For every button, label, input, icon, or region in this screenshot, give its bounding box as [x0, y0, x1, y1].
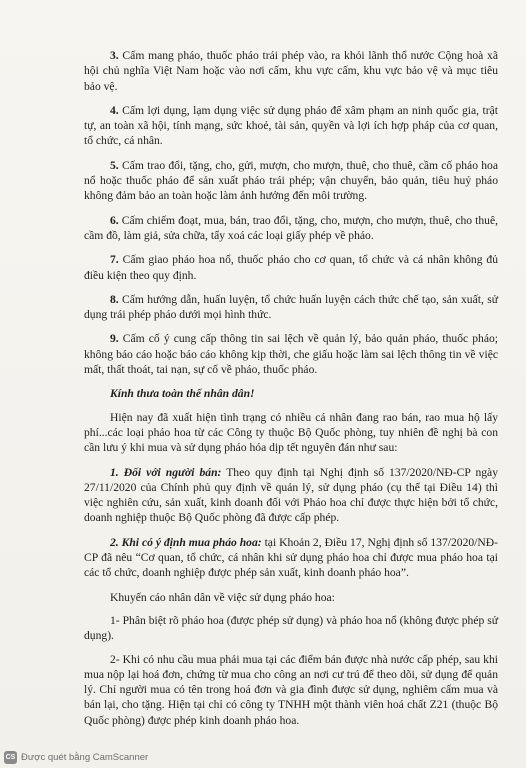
document-body	[84, 48, 498, 736]
buyer-paragraph: 2. Khi có ý định mua pháo hoa: tại Khoản 2, Điều 17, Nghị định số 137/2020/NĐ-CP đã nêu “Cơ quan, tổ chức, cá nhân khi sử dụng pháo hoa chỉ được mua pháo hoa tại các tổ chức, doanh nghiệp được phép sản xuất, kinh doanh pháo hoa”.	[84, 535, 498, 580]
buyer-label: 2. Khi có ý định mua pháo hoa:	[110, 535, 262, 549]
advice-intro: Khuyến cáo nhân dân về việc sử dụng pháo hoa:	[110, 590, 335, 604]
scanner-watermark	[4, 750, 148, 764]
item-4: 4. Cấm lợi dụng, lạm dụng việc sử dụng pháo để xâm phạm an ninh quốc gia, trật tự, an toàn xã hội, tính mạng, sức khoẻ, tài sản, quyền và lợi ích hợp pháp của cơ quan, tổ chức, cá nhân.	[84, 103, 498, 148]
item-6: 6. Cấm chiếm đoạt, mua, bán, trao đổi, tặng, cho, mượn, cho mượn, thuê, cho thuê, cầm đồ, làm giả, sửa chữa, tẩy xoá các loại giấy phép về pháo.	[84, 213, 498, 242]
item-5: 5. Cấm trao đổi, tặng, cho, gửi, mượn, cho mượn, thuê, cho thuê, cầm cố pháo hoa nổ hoặc thuốc pháo để sản xuất pháo trái phép; vận chuyển, bảo quản, tiêu huỷ pháo không đảm bảo an toàn hoặc làm ảnh hưởng đến môi trường.	[84, 158, 498, 203]
greeting: Kính thưa toàn thể nhân dân!	[110, 387, 255, 401]
item-7: 7. Cấm giao pháo hoa nổ, thuốc pháo cho cơ quan, tổ chức và cá nhân không đủ điều kiện theo quy định.	[84, 253, 498, 282]
item-3: 3. Cấm mang pháo, thuốc pháo trái phép vào, ra khỏi lãnh thổ nước Cộng hoà xã hội chủ nghĩa Việt Nam hoặc vào nơi cấm, khu vực cấm, khu vực bảo vệ và mục tiêu bảo vệ.	[84, 49, 498, 93]
seller-paragraph: 1. Đối với người bán: Theo quy định tại Nghị định số 137/2020/NĐ-CP ngày 27/11/2020 của Chính phủ quy định về quản lý, sử dụng pháo (cụ thể tại Điều 14) thì việc nghiên cứu, sản xuất, kinh doanh đối với Pháo hoa chỉ được thực hiện bởi tổ chức, doanh nghiệp thuộc Bộ Quốc phòng đã được cấp phép.	[84, 465, 498, 525]
advice-item-2: 2- Khi có nhu cầu mua phải mua tại các điểm bán được nhà nước cấp phép, sau khi mua nộp lại hoá đơn, chứng từ mua cho công an nơi cư trú để theo dõi, sử dụng để quản lý. Chỉ người mua có tên trong hoá đơn và gia đình được sử dụng, nghiêm cấm mua và bán lại, cho tặng. Hiện tại chỉ có công ty TNHH một thành viên hoá chất Z21 (thuộc Bộ Quốc phòng) được phép kinh doanh pháo hoa.	[84, 652, 498, 727]
item-8: 8. Cấm hướng dẫn, huấn luyện, tổ chức huấn luyện cách thức chế tạo, sản xuất, sử dụng trái phép pháo dưới mọi hình thức.	[84, 292, 498, 322]
item-9: 9. Cấm cố ý cung cấp thông tin sai lệch về quản lý, bảo quản pháo, thuốc pháo; không báo cáo hoặc báo cáo không kịp thời, che giấu hoặc làm sai lệch thông tin về việc mất, thất thoát, tai nạn, sự cố về pháo, thuốc pháo.	[84, 332, 498, 377]
seller-label: 1. Đối với người bán:	[110, 465, 222, 479]
intro-paragraph: Hiện nay đã xuất hiện tình trạng có nhiều cá nhân đang rao bán, rao mua hộ lấy phí...các loại pháo hoa từ các Công ty thuộc Bộ Quốc phòng, tuy nhiên đề nghị bà con cần lưu ý khi mua và sử dụng pháo hóa dịp tết nguyên đán như sau:	[84, 410, 498, 455]
camscanner-logo-icon: CS	[4, 751, 17, 764]
scanner-watermark-text: Được quét bằng CamScanner	[21, 751, 149, 763]
advice-item-1: 1- Phân biệt rõ pháo hoa (được phép sử dụng) và pháo hoa nổ (không được phép sử dụng).	[84, 613, 498, 643]
